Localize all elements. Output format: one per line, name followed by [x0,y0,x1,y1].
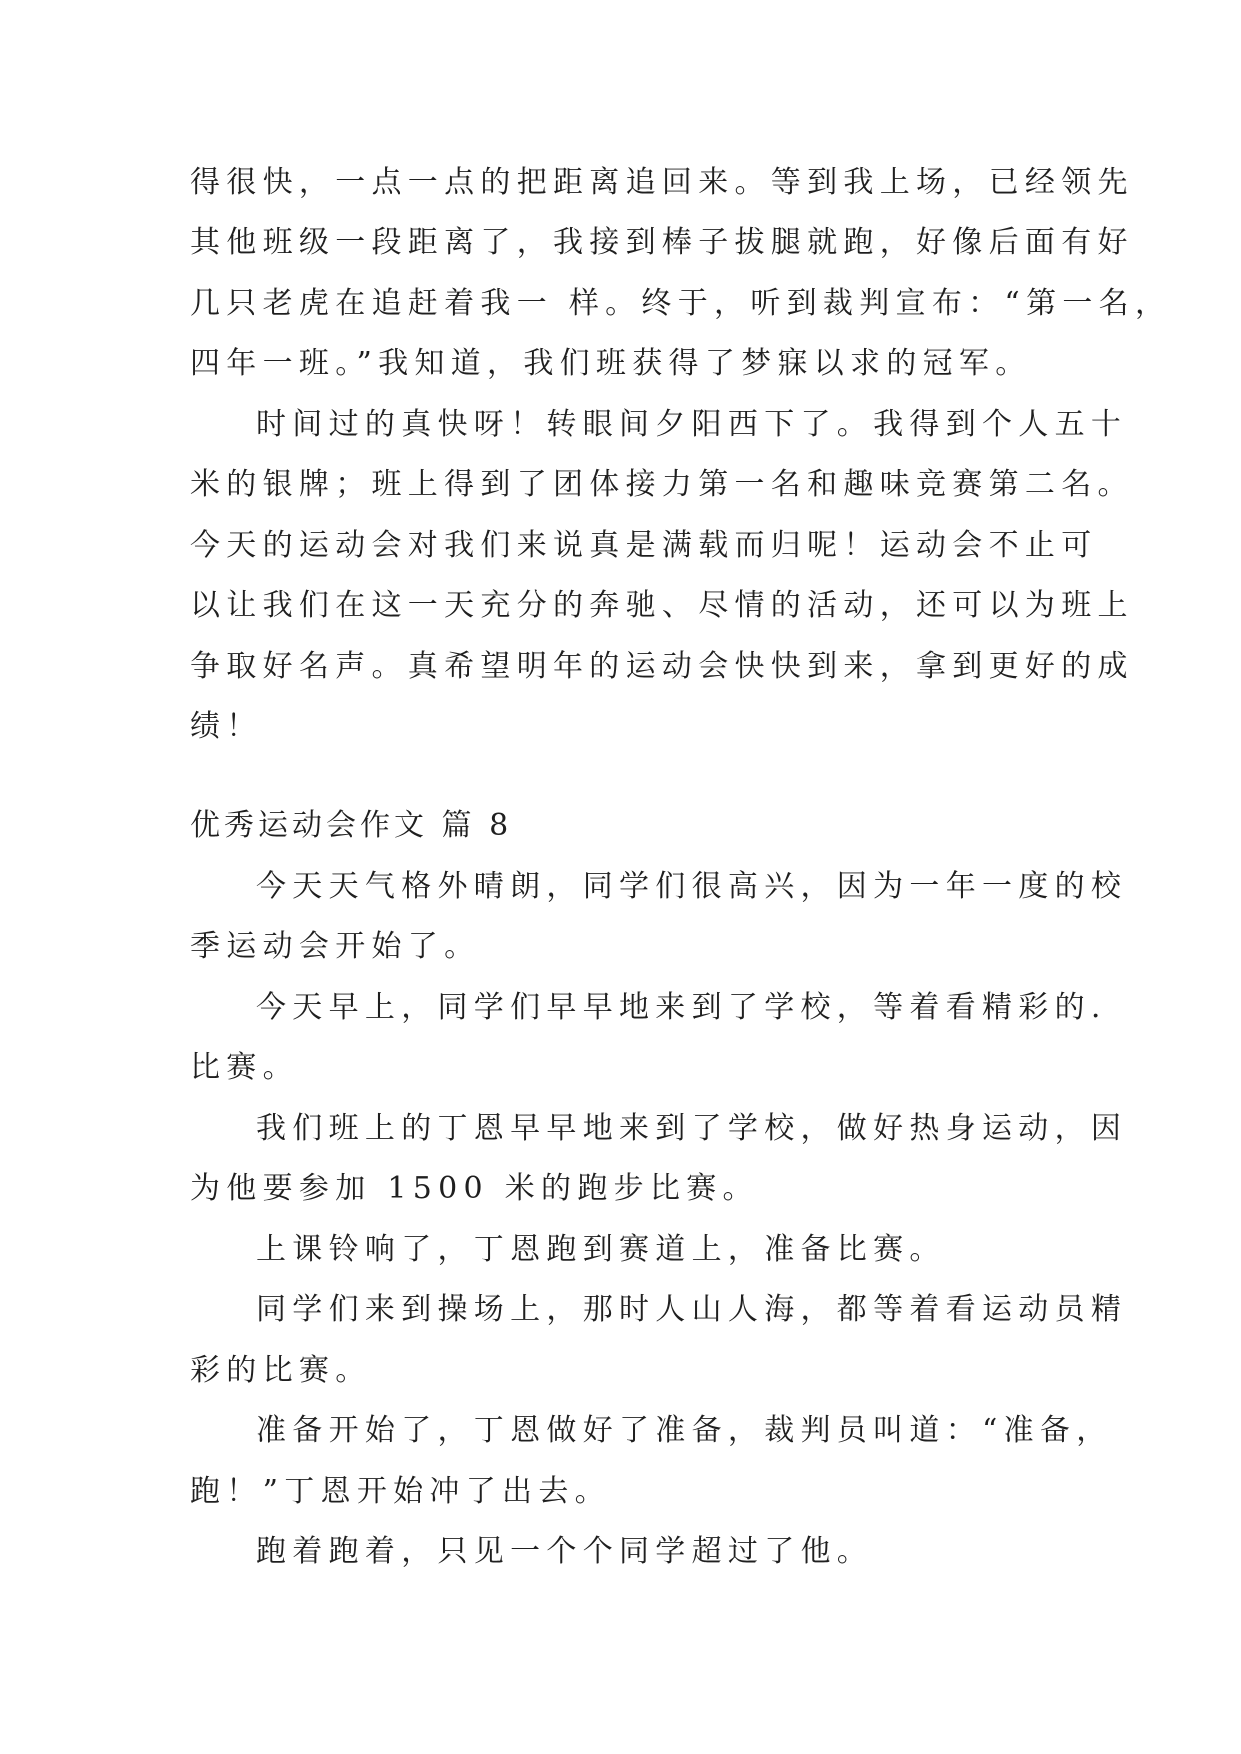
text-line: 跑着跑着，只见一个个同学超过了他。 [256,1534,874,1569]
text-line: 绩！ [190,709,263,744]
text-line: 其他班级一段距离了，我接到棒子拔腿就跑，好像后面有好 [190,225,1134,260]
text-line: 今天的运动会对我们来说真是满载而归呢！运动会不止可 [190,528,1098,563]
text-line: 四年一班。”我知道，我们班获得了梦寐以求的冠军。 [190,346,1032,381]
text-line: 几只老虎在追赶着我一 样。终于，听到裁判宣布：“第一名， [190,286,1172,321]
text-line: 准备开始了，丁恩做好了准备，裁判员叫道：“准备， [256,1413,1113,1448]
section-title: 优秀运动会作文 篇 8 [190,808,513,843]
text-line: 以让我们在这一天充分的奔驰、尽情的活动，还可以为班上 [190,588,1134,623]
text-line: 为他要参加 1500 米的跑步比赛。 [190,1171,759,1206]
text-line: 同学们来到操场上，那时人山人海，都等着看运动员精 [256,1292,1128,1327]
text-line: 我们班上的丁恩早早地来到了学校，做好热身运动，因 [256,1111,1128,1146]
text-line: 跑！”丁恩开始冲了出去。 [190,1474,611,1509]
text-line: 比赛。 [190,1050,299,1085]
text-line: 季运动会开始了。 [190,929,481,964]
text-line: 今天早上，同学们早早地来到了学校，等着看精彩的. [256,990,1107,1025]
text-line: 米的银牌；班上得到了团体接力第一名和趣味竞赛第二名。 [190,467,1134,502]
text-line: 彩的比赛。 [190,1353,372,1388]
text-line: 时间过的真快呀！转眼间夕阳西下了。我得到个人五十 [256,407,1128,442]
text-line: 得很快，一点一点的把距离追回来。等到我上场，已经领先 [190,165,1134,200]
text-line: 今天天气格外晴朗，同学们很高兴，因为一年一度的校 [256,869,1128,904]
text-line: 上课铃响了，丁恩跑到赛道上，准备比赛。 [256,1232,946,1267]
text-line: 争取好名声。真希望明年的运动会快快到来，拿到更好的成 [190,649,1134,684]
